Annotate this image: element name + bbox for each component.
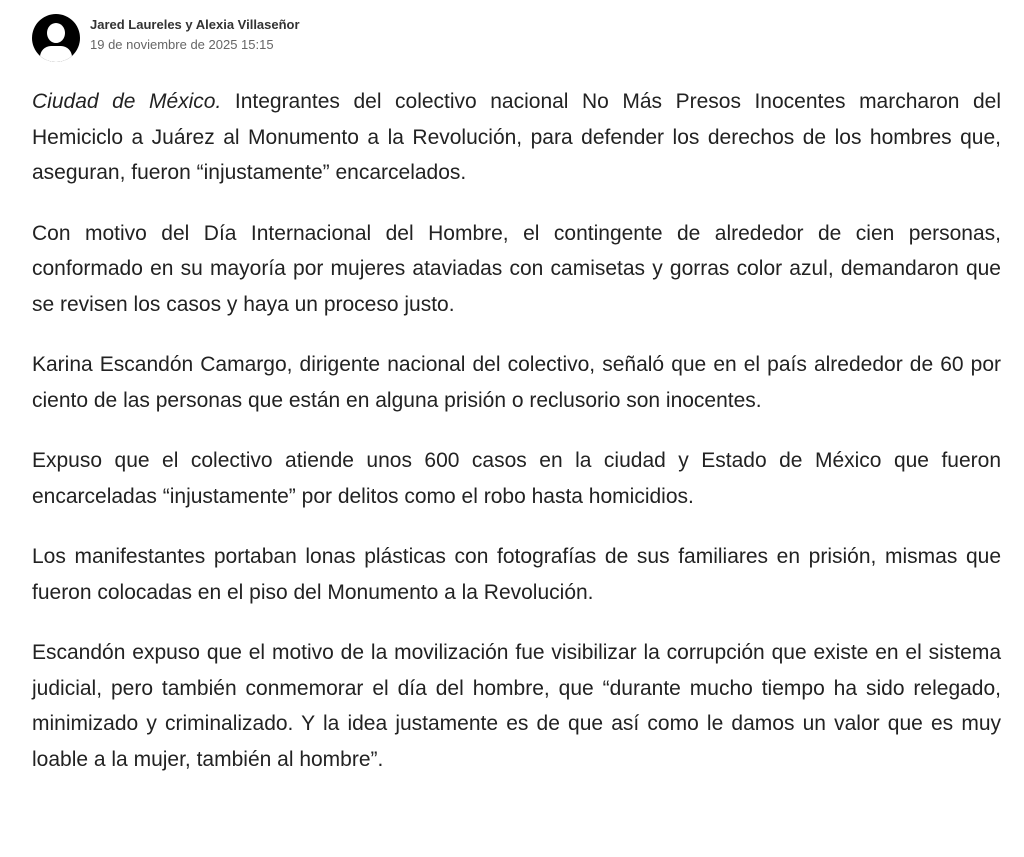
article-paragraph-4: Expuso que el colectivo atiende unos 600 casos en la ciudad y Estado de México que fueron encarceladas “injustamente” por delitos como el robo hasta homicidios.: [32, 449, 1001, 508]
user-avatar-icon[interactable]: [32, 14, 80, 62]
avatar-shoulders-shape: [40, 46, 72, 62]
byline: [32, 14, 300, 62]
article-paragraph-2: Con motivo del Día Internacional del Hombre, el contingente de alrededor de cien personas, conformado en su mayoría por mujeres ataviadas con camisetas y gorras color azul, demandaron que se revisen los casos y haya un proceso justo.: [32, 221, 1001, 316]
article-paragraph-3: Karina Escandón Camargo, dirigente nacional del colectivo, señaló que en el país alrededor de 60 por ciento de las personas que están en alguna prisión o reclusorio son inocentes.: [32, 353, 1001, 412]
publish-date: 19 de noviembre de 2025 15:15: [90, 37, 274, 52]
article-paragraph-1: [32, 84, 1001, 191]
article-paragraph-6: Escandón expuso que el motivo de la movilización fue visibilizar la corrupción que existe en el sistema judicial, pero también conmemorar el día del hombre, que “durante mucho tiempo ha sido relegado, minimizado y criminalizado. Y la idea justamente es de que así como le damos un valor que es muy loable a la mujer, también al hombre”.: [32, 641, 1001, 771]
byline-meta: [90, 16, 300, 54]
paragraph-text: Integrantes del colectivo nacional No Más Presos Inocentes marcharon del Hemiciclo a Juárez al Monumento a la Revolución, para defender los derechos de los hombres que, aseguran, fueron “injustamente” encarcelados.: [32, 90, 1001, 184]
author-name[interactable]: Jared Laureles y Alexia Villaseñor: [90, 17, 300, 32]
dateline: Ciudad de México.: [32, 90, 222, 113]
article-paragraph-5: Los manifestantes portaban lonas plásticas con fotografías de sus familiares en prisión, mismas que fueron colocadas en el piso del Monumento a la Revolución.: [32, 545, 1001, 604]
avatar-head-shape: [47, 23, 65, 43]
article-body: [32, 84, 1001, 802]
